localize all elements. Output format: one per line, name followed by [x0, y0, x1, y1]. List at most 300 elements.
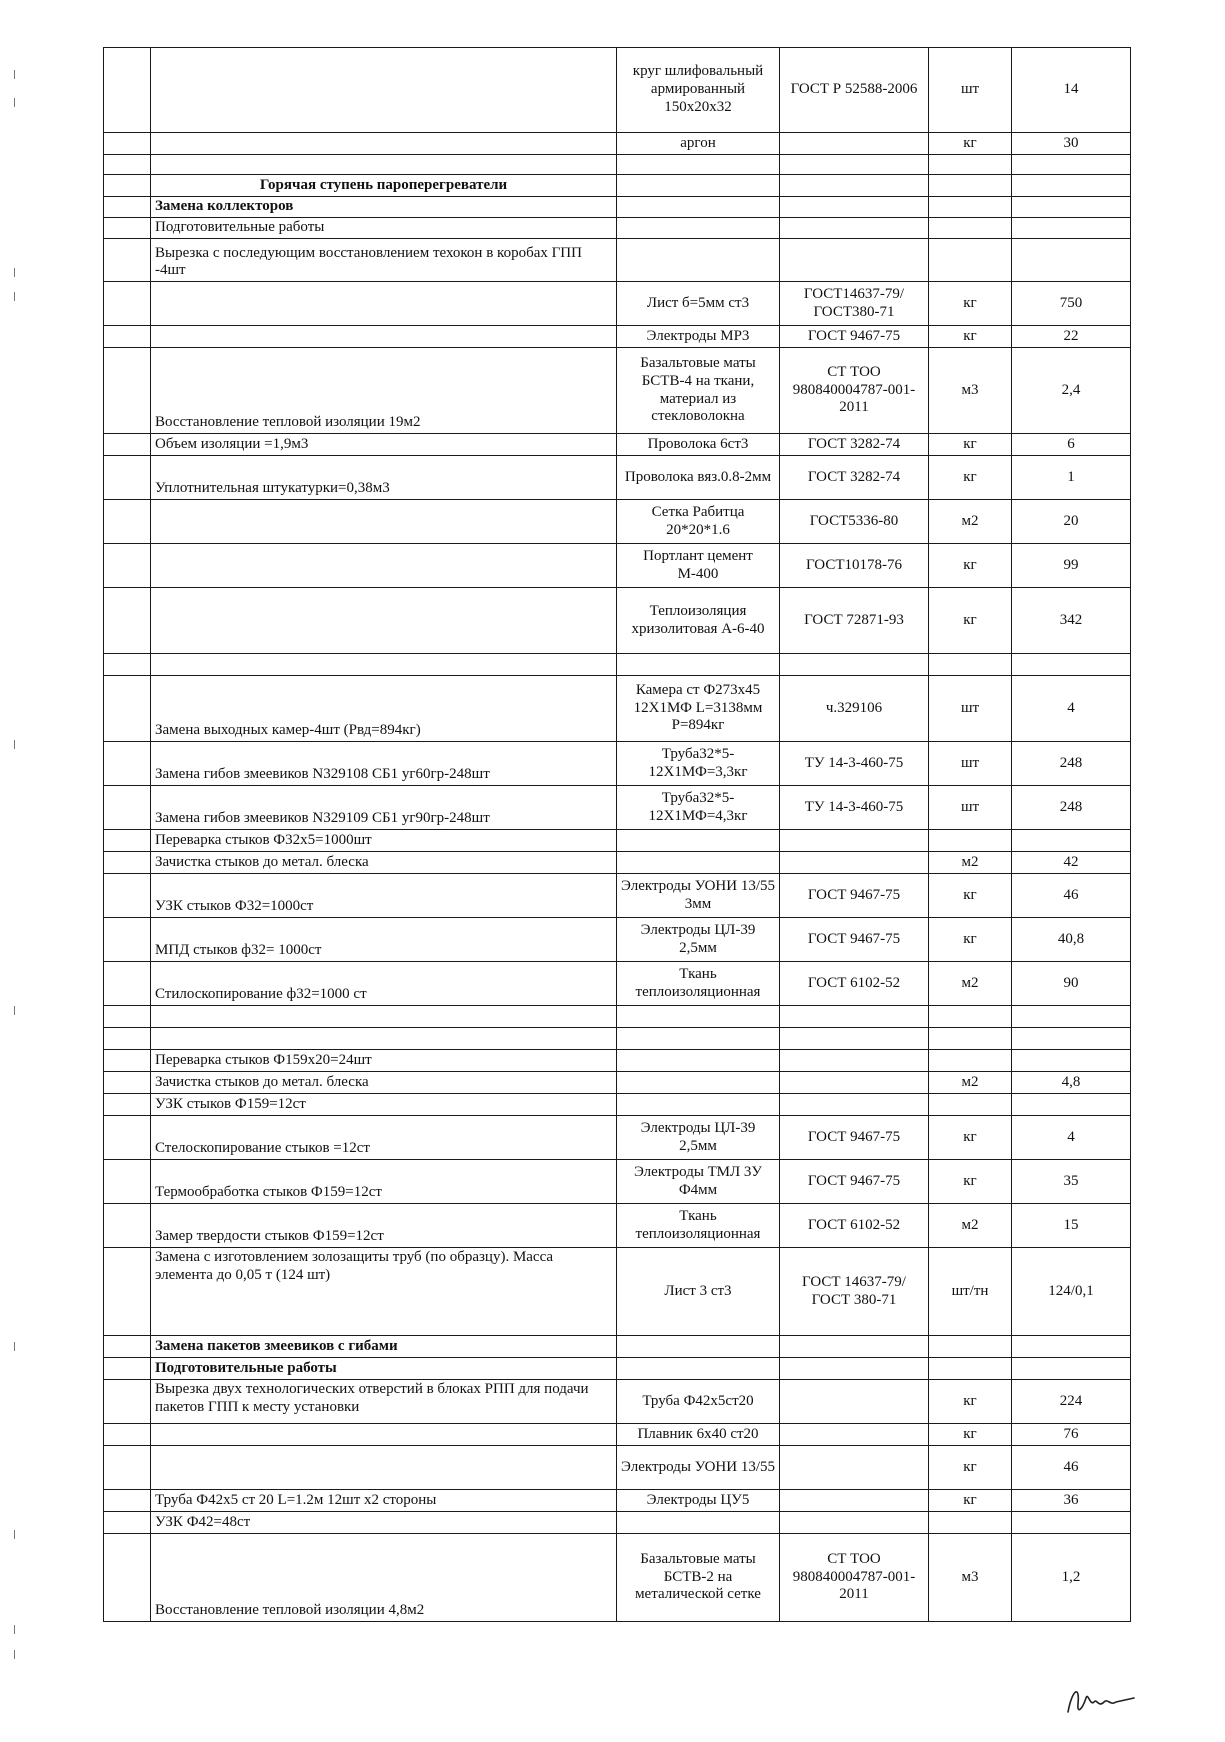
table-row: [104, 175, 1131, 197]
table-row: [104, 1248, 1131, 1336]
unit-cell: шт: [929, 48, 1012, 133]
material-cell: Камера ст Ф273х45 12Х1МФ L=3138мм Р=894кг: [617, 676, 780, 742]
unit-cell: м2: [929, 500, 1012, 544]
table-row: [104, 348, 1131, 434]
material-cell: Проволока вяз.0.8-2мм: [617, 456, 780, 500]
material-cell: [617, 218, 780, 239]
quantity-cell: 342: [1012, 588, 1131, 654]
unit-cell: [929, 175, 1012, 197]
material-cell: [617, 155, 780, 175]
standard-cell: ГОСТ 9467-75: [780, 1116, 929, 1160]
quantity-cell: 6: [1012, 434, 1131, 456]
row-number-cell: [104, 1006, 151, 1028]
unit-cell: м2: [929, 852, 1012, 874]
standard-cell: [780, 197, 929, 218]
quantity-cell: 76: [1012, 1424, 1131, 1446]
quantity-cell: 46: [1012, 1446, 1131, 1490]
signature-mark: [1060, 1680, 1140, 1720]
table-row: [104, 434, 1131, 456]
standard-cell: ГОСТ 9467-75: [780, 874, 929, 918]
unit-cell: [929, 1050, 1012, 1072]
unit-cell: м3: [929, 1534, 1012, 1622]
material-cell: [617, 1512, 780, 1534]
table-row: [104, 830, 1131, 852]
margin-mark: [14, 1006, 15, 1015]
standard-cell: [780, 830, 929, 852]
standard-cell: [780, 852, 929, 874]
quantity-cell: 90: [1012, 962, 1131, 1006]
table-row: [104, 1204, 1131, 1248]
quantity-cell: [1012, 1028, 1131, 1050]
margin-mark: [14, 268, 15, 277]
row-number-cell: [104, 1094, 151, 1116]
row-number-cell: [104, 48, 151, 133]
table-row: [104, 1446, 1131, 1490]
quantity-cell: 36: [1012, 1490, 1131, 1512]
material-cell: Плавник 6х40 ст20: [617, 1424, 780, 1446]
material-cell: Труба32*5-12Х1МФ=3,3кг: [617, 742, 780, 786]
unit-cell: [929, 197, 1012, 218]
work-description-cell: Замена коллекторов: [151, 197, 617, 218]
quantity-cell: 224: [1012, 1380, 1131, 1424]
quantity-cell: [1012, 155, 1131, 175]
standard-cell: ГОСТ 9467-75: [780, 918, 929, 962]
material-cell: Труба Ф42х5ст20: [617, 1380, 780, 1424]
material-cell: [617, 654, 780, 676]
unit-cell: кг: [929, 282, 1012, 326]
quantity-cell: [1012, 197, 1131, 218]
quantity-cell: 99: [1012, 544, 1131, 588]
standard-cell: [780, 1072, 929, 1094]
row-number-cell: [104, 654, 151, 676]
work-description-cell: Восстановление тепловой изоляции 4,8м2: [151, 1534, 617, 1622]
row-number-cell: [104, 434, 151, 456]
table-row: [104, 1116, 1131, 1160]
row-number-cell: [104, 588, 151, 654]
work-description-cell: Горячая ступень пароперегреватели: [151, 175, 617, 197]
unit-cell: кг: [929, 874, 1012, 918]
table-row: [104, 48, 1131, 133]
quantity-cell: [1012, 218, 1131, 239]
row-number-cell: [104, 1204, 151, 1248]
row-number-cell: [104, 852, 151, 874]
row-number-cell: [104, 348, 151, 434]
unit-cell: [929, 1358, 1012, 1380]
work-description-cell: Вырезка с последующим восстановлением техокон в коробах ГПП -4шт: [151, 239, 617, 282]
unit-cell: [929, 1094, 1012, 1116]
standard-cell: ГОСТ 6102-52: [780, 1204, 929, 1248]
row-number-cell: [104, 500, 151, 544]
margin-mark: [14, 1625, 15, 1634]
table-row: [104, 654, 1131, 676]
work-description-cell: Труба Ф42х5 ст 20 L=1.2м 12шт х2 стороны: [151, 1490, 617, 1512]
quantity-cell: 15: [1012, 1204, 1131, 1248]
table-row: [104, 197, 1131, 218]
row-number-cell: [104, 830, 151, 852]
row-number-cell: [104, 1028, 151, 1050]
material-cell: Ткань теплоизоляционная: [617, 962, 780, 1006]
margin-mark: [14, 292, 15, 301]
work-description-cell: Подготовительные работы: [151, 1358, 617, 1380]
work-description-cell: Термообработка стыков Ф159=12ст: [151, 1160, 617, 1204]
table-row: [104, 456, 1131, 500]
row-number-cell: [104, 133, 151, 155]
row-number-cell: [104, 1116, 151, 1160]
standard-cell: ГОСТ14637-79/ГОСТ380-71: [780, 282, 929, 326]
unit-cell: кг: [929, 544, 1012, 588]
table-row: [104, 588, 1131, 654]
table-row: [104, 742, 1131, 786]
row-number-cell: [104, 326, 151, 348]
standard-cell: ГОСТ 6102-52: [780, 962, 929, 1006]
standard-cell: ГОСТ Р 52588-2006: [780, 48, 929, 133]
standard-cell: [780, 1094, 929, 1116]
table-row: [104, 239, 1131, 282]
table-row: [104, 852, 1131, 874]
material-cell: Электроды ЦЛ-39 2,5мм: [617, 1116, 780, 1160]
work-description-cell: [151, 1424, 617, 1446]
material-cell: Базальтовые маты БСТВ-4 на ткани, материал из стекловолокна: [617, 348, 780, 434]
standard-cell: СТ ТОО 980840004787-001-2011: [780, 1534, 929, 1622]
table-row: [104, 155, 1131, 175]
quantity-cell: 124/0,1: [1012, 1248, 1131, 1336]
material-cell: [617, 1094, 780, 1116]
row-number-cell: [104, 786, 151, 830]
row-number-cell: [104, 742, 151, 786]
standard-cell: ГОСТ5336-80: [780, 500, 929, 544]
row-number-cell: [104, 218, 151, 239]
unit-cell: шт: [929, 676, 1012, 742]
table-row: [104, 1028, 1131, 1050]
margin-mark: [14, 98, 15, 107]
standard-cell: [780, 654, 929, 676]
quantity-cell: [1012, 239, 1131, 282]
row-number-cell: [104, 1490, 151, 1512]
row-number-cell: [104, 1380, 151, 1424]
work-description-cell: [151, 155, 617, 175]
unit-cell: кг: [929, 1160, 1012, 1204]
unit-cell: м2: [929, 1204, 1012, 1248]
row-number-cell: [104, 676, 151, 742]
row-number-cell: [104, 1424, 151, 1446]
unit-cell: м3: [929, 348, 1012, 434]
row-number-cell: [104, 874, 151, 918]
standard-cell: ТУ 14-3-460-75: [780, 786, 929, 830]
work-description-cell: Замер твердости стыков Ф159=12ст: [151, 1204, 617, 1248]
material-cell: Электроды ТМЛ 3У Ф4мм: [617, 1160, 780, 1204]
work-description-cell: МПД стыков ф32= 1000ст: [151, 918, 617, 962]
unit-cell: кг: [929, 1490, 1012, 1512]
row-number-cell: [104, 1050, 151, 1072]
quantity-cell: [1012, 830, 1131, 852]
material-cell: [617, 1050, 780, 1072]
material-cell: [617, 1358, 780, 1380]
margin-mark: [14, 1650, 15, 1659]
margin-mark: [14, 740, 15, 749]
quantity-cell: 248: [1012, 786, 1131, 830]
standard-cell: [780, 218, 929, 239]
standard-cell: [780, 1446, 929, 1490]
standard-cell: [780, 1490, 929, 1512]
work-description-cell: [151, 544, 617, 588]
table-row: [104, 1380, 1131, 1424]
table-row: [104, 676, 1131, 742]
row-number-cell: [104, 239, 151, 282]
unit-cell: [929, 1336, 1012, 1358]
material-cell: [617, 197, 780, 218]
standard-cell: [780, 1512, 929, 1534]
material-cell: [617, 1336, 780, 1358]
unit-cell: кг: [929, 918, 1012, 962]
work-description-cell: Замена гибов змеевиков N329108 СБ1 уг60гр-248шт: [151, 742, 617, 786]
work-description-cell: УЗК стыков Ф32=1000ст: [151, 874, 617, 918]
unit-cell: шт: [929, 786, 1012, 830]
standard-cell: ГОСТ10178-76: [780, 544, 929, 588]
work-description-cell: [151, 48, 617, 133]
quantity-cell: 4,8: [1012, 1072, 1131, 1094]
work-description-cell: [151, 500, 617, 544]
unit-cell: кг: [929, 456, 1012, 500]
unit-cell: шт: [929, 742, 1012, 786]
material-cell: [617, 239, 780, 282]
material-cell: [617, 175, 780, 197]
quantity-cell: 4: [1012, 1116, 1131, 1160]
row-number-cell: [104, 155, 151, 175]
quantity-cell: [1012, 1336, 1131, 1358]
row-number-cell: [104, 1336, 151, 1358]
unit-cell: кг: [929, 434, 1012, 456]
work-description-cell: [151, 654, 617, 676]
table-row: [104, 1094, 1131, 1116]
unit-cell: кг: [929, 133, 1012, 155]
material-cell: Труба32*5-12Х1МФ=4,3кг: [617, 786, 780, 830]
material-cell: [617, 830, 780, 852]
table-row: [104, 500, 1131, 544]
work-description-cell: Замена пакетов змеевиков с гибами: [151, 1336, 617, 1358]
material-cell: Сетка Рабитца 20*20*1.6: [617, 500, 780, 544]
quantity-cell: 20: [1012, 500, 1131, 544]
unit-cell: м2: [929, 1072, 1012, 1094]
work-description-cell: Переварка стыков Ф159х20=24шт: [151, 1050, 617, 1072]
standard-cell: [780, 175, 929, 197]
table-row: [104, 874, 1131, 918]
quantity-cell: 22: [1012, 326, 1131, 348]
table-row: [104, 1534, 1131, 1622]
unit-cell: кг: [929, 1380, 1012, 1424]
work-description-cell: Восстановление тепловой изоляции 19м2: [151, 348, 617, 434]
standard-cell: [780, 155, 929, 175]
standard-cell: [780, 1336, 929, 1358]
standard-cell: [780, 239, 929, 282]
material-cell: Лист б=5мм ст3: [617, 282, 780, 326]
unit-cell: [929, 830, 1012, 852]
material-cell: [617, 1028, 780, 1050]
row-number-cell: [104, 918, 151, 962]
unit-cell: кг: [929, 1446, 1012, 1490]
table-row: [104, 1512, 1131, 1534]
row-number-cell: [104, 1512, 151, 1534]
work-description-cell: Замена выходных камер-4шт (Рвд=894кг): [151, 676, 617, 742]
quantity-cell: 4: [1012, 676, 1131, 742]
material-cell: [617, 852, 780, 874]
work-description-cell: Объем изоляции =1,9м3: [151, 434, 617, 456]
standard-cell: [780, 1006, 929, 1028]
work-description-cell: Зачистка стыков до метал. блеска: [151, 1072, 617, 1094]
unit-cell: шт/тн: [929, 1248, 1012, 1336]
row-number-cell: [104, 1160, 151, 1204]
work-description-cell: [151, 1028, 617, 1050]
unit-cell: кг: [929, 588, 1012, 654]
standard-cell: ГОСТ 14637-79/ГОСТ 380-71: [780, 1248, 929, 1336]
row-number-cell: [104, 962, 151, 1006]
table-row: [104, 1050, 1131, 1072]
table-row: [104, 962, 1131, 1006]
material-cell: Электроды ЦУ5: [617, 1490, 780, 1512]
table-row: [104, 282, 1131, 326]
standard-cell: ч.329106: [780, 676, 929, 742]
table-row: [104, 786, 1131, 830]
table-row: [104, 1424, 1131, 1446]
standard-cell: [780, 1424, 929, 1446]
quantity-cell: 750: [1012, 282, 1131, 326]
material-cell: аргон: [617, 133, 780, 155]
quantity-cell: [1012, 1358, 1131, 1380]
unit-cell: [929, 654, 1012, 676]
row-number-cell: [104, 175, 151, 197]
row-number-cell: [104, 1358, 151, 1380]
material-cell: Электроды УОНИ 13/55 3мм: [617, 874, 780, 918]
material-cell: [617, 1072, 780, 1094]
margin-mark: [14, 70, 15, 79]
unit-cell: [929, 1512, 1012, 1534]
row-number-cell: [104, 544, 151, 588]
unit-cell: [929, 239, 1012, 282]
unit-cell: кг: [929, 1116, 1012, 1160]
work-description-cell: Стилоскопирование ф32=1000 ст: [151, 962, 617, 1006]
material-cell: [617, 1006, 780, 1028]
materials-table: [103, 47, 1131, 1622]
quantity-cell: 2,4: [1012, 348, 1131, 434]
table-row: [104, 1490, 1131, 1512]
quantity-cell: 14: [1012, 48, 1131, 133]
margin-mark: [14, 1530, 15, 1539]
row-number-cell: [104, 282, 151, 326]
material-cell: Базальтовые маты БСТВ-2 на металической сетке: [617, 1534, 780, 1622]
table-row: [104, 133, 1131, 155]
material-cell: Теплоизоляция хризолитовая А-6-40: [617, 588, 780, 654]
unit-cell: [929, 1006, 1012, 1028]
work-description-cell: Вырезка двух технологических отверстий в блоках РПП для подачи пакетов ГПП к месту установки: [151, 1380, 617, 1424]
table-row: [104, 1358, 1131, 1380]
unit-cell: кг: [929, 1424, 1012, 1446]
quantity-cell: 1: [1012, 456, 1131, 500]
standard-cell: ГОСТ 3282-74: [780, 456, 929, 500]
work-description-cell: [151, 282, 617, 326]
table-row: [104, 1160, 1131, 1204]
quantity-cell: 35: [1012, 1160, 1131, 1204]
work-description-cell: УЗК стыков Ф159=12ст: [151, 1094, 617, 1116]
material-cell: Портлант цемент М-400: [617, 544, 780, 588]
quantity-cell: 248: [1012, 742, 1131, 786]
material-cell: Электроды УОНИ 13/55: [617, 1446, 780, 1490]
standard-cell: ГОСТ 9467-75: [780, 1160, 929, 1204]
quantity-cell: [1012, 654, 1131, 676]
quantity-cell: 46: [1012, 874, 1131, 918]
quantity-cell: 30: [1012, 133, 1131, 155]
work-description-cell: [151, 326, 617, 348]
standard-cell: [780, 1358, 929, 1380]
work-description-cell: Стелоскопирование стыков =12ст: [151, 1116, 617, 1160]
material-cell: круг шлифовальный армированный 150х20х32: [617, 48, 780, 133]
quantity-cell: [1012, 1094, 1131, 1116]
standard-cell: ГОСТ 9467-75: [780, 326, 929, 348]
table-row: [104, 218, 1131, 239]
material-cell: Электроды МР3: [617, 326, 780, 348]
row-number-cell: [104, 197, 151, 218]
quantity-cell: [1012, 1050, 1131, 1072]
unit-cell: м2: [929, 962, 1012, 1006]
standard-cell: [780, 1028, 929, 1050]
unit-cell: [929, 1028, 1012, 1050]
quantity-cell: [1012, 1512, 1131, 1534]
standard-cell: [780, 1380, 929, 1424]
unit-cell: [929, 218, 1012, 239]
standard-cell: СТ ТОО 980840004787-001-2011: [780, 348, 929, 434]
row-number-cell: [104, 456, 151, 500]
work-description-cell: Замена гибов змеевиков N329109 СБ1 уг90гр-248шт: [151, 786, 617, 830]
margin-mark: [14, 1342, 15, 1351]
standard-cell: ТУ 14-3-460-75: [780, 742, 929, 786]
table-row: [104, 1006, 1131, 1028]
work-description-cell: [151, 588, 617, 654]
standard-cell: [780, 1050, 929, 1072]
material-cell: Проволока 6ст3: [617, 434, 780, 456]
material-cell: Ткань теплоизоляционная: [617, 1204, 780, 1248]
table-row: [104, 918, 1131, 962]
unit-cell: [929, 155, 1012, 175]
row-number-cell: [104, 1072, 151, 1094]
row-number-cell: [104, 1446, 151, 1490]
material-cell: Лист 3 ст3: [617, 1248, 780, 1336]
table-row: [104, 1072, 1131, 1094]
work-description-cell: Замена с изготовлением золозащиты труб (по образцу). Масса элемента до 0,05 т (124 шт): [151, 1248, 617, 1336]
work-description-cell: [151, 1006, 617, 1028]
work-description-cell: Зачистка стыков до метал. блеска: [151, 852, 617, 874]
table-row: [104, 544, 1131, 588]
standard-cell: ГОСТ 3282-74: [780, 434, 929, 456]
material-cell: Электроды ЦЛ-39 2,5мм: [617, 918, 780, 962]
unit-cell: кг: [929, 326, 1012, 348]
quantity-cell: [1012, 175, 1131, 197]
table-row: [104, 326, 1131, 348]
quantity-cell: 40,8: [1012, 918, 1131, 962]
standard-cell: ГОСТ 72871-93: [780, 588, 929, 654]
quantity-cell: 1,2: [1012, 1534, 1131, 1622]
quantity-cell: [1012, 1006, 1131, 1028]
work-description-cell: Подготовительные работы: [151, 218, 617, 239]
work-description-cell: [151, 1446, 617, 1490]
work-description-cell: Переварка стыков Ф32х5=1000шт: [151, 830, 617, 852]
quantity-cell: 42: [1012, 852, 1131, 874]
work-description-cell: [151, 133, 617, 155]
work-description-cell: Уплотнительная штукатурки=0,38м3: [151, 456, 617, 500]
row-number-cell: [104, 1534, 151, 1622]
standard-cell: [780, 133, 929, 155]
work-description-cell: УЗК Ф42=48ст: [151, 1512, 617, 1534]
table-row: [104, 1336, 1131, 1358]
row-number-cell: [104, 1248, 151, 1336]
materials-table-body: [104, 48, 1131, 1622]
